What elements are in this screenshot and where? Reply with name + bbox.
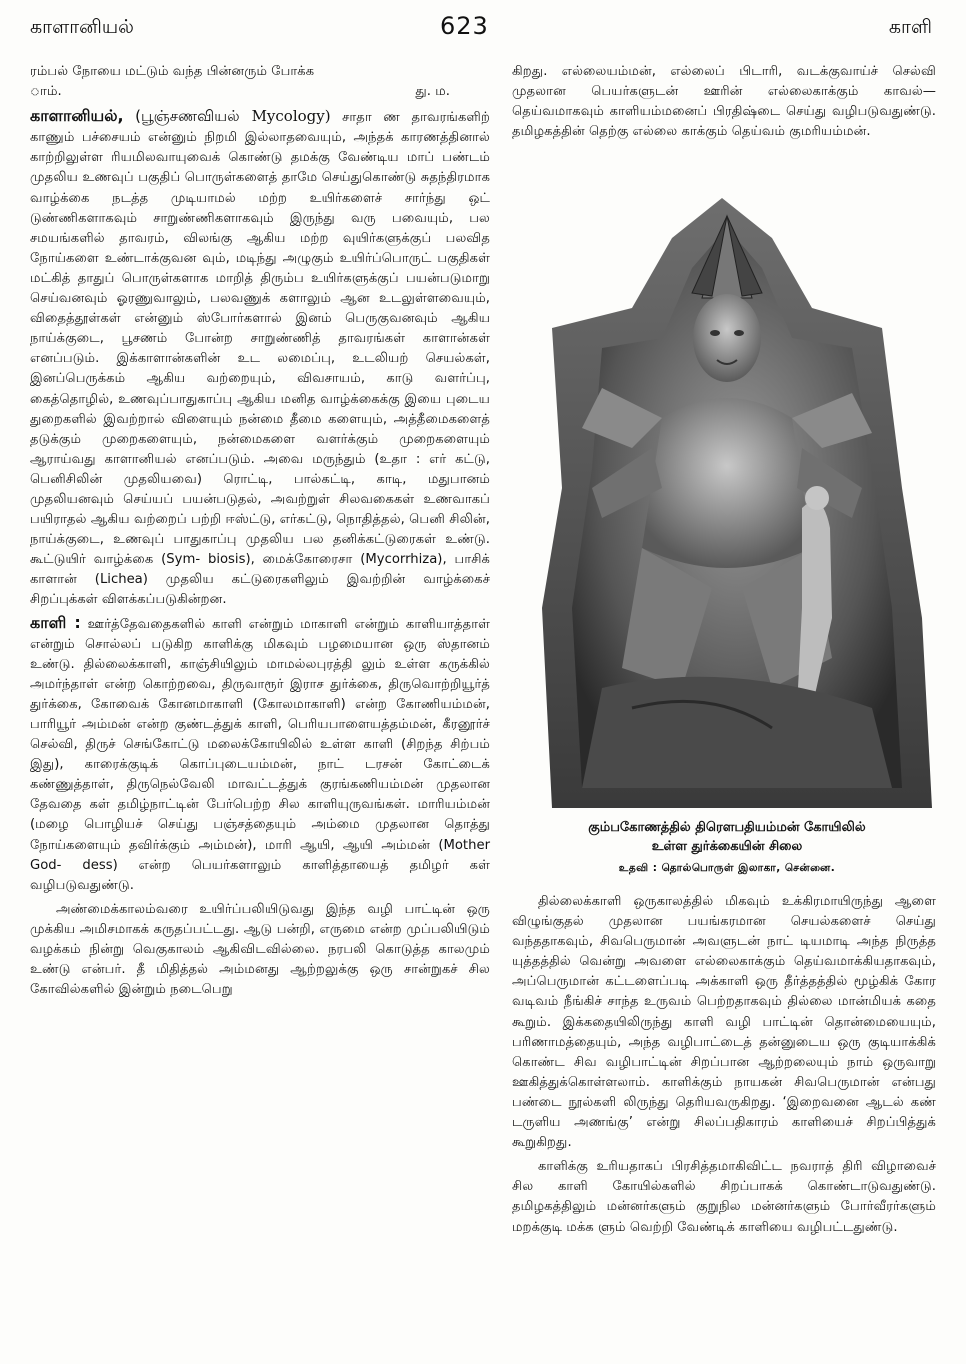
figure-photo <box>512 188 942 808</box>
durga-sculpture-icon <box>512 188 942 808</box>
caption-credit: உதவி : தொல்பொருள் இலாகா, சென்னை. <box>618 862 836 874</box>
right-paragraph-2: காளிக்கு உரியதாகப் பிரசித்தமாகிவிட்ட நவராத் திரி விழாவைச் சில காளி கோயில்களில் சிறப்பாகக் கொண்டாடுவதுண்டு. தமிழகத்திலும் மன்னர்களும் குறுநில மன்னர்களும் போர்வீரர்களும் மறக்குடி மக்க ளும் வெற்றி வேண்டிக் காளியை வழிபட்டதுண்டு. <box>512 1159 936 1235</box>
caption-line-1: கும்பகோணத்தில் திரௌபதியம்மன் கோயிலில் <box>588 820 866 835</box>
running-head-left: காளானியல் <box>30 16 134 38</box>
entry-body-mycology: ண தாவரங்களிற் காணும் பச்சையம் என்னும் நிறமி இல்லாதவையும், அந்தக் காரணத்தினால் காற்றிலுள்ள ரியமிலவாயுவைக் கொண்டு தமக்கு வேண்டிய மாப் பண்டம் முதலிய உணவுப் பகுதிப் பொருள்களைத் தாமே செய்துகொண்டு சுதந்திரமாக வாழ்க்கை நடத்த முடியாமல் மற்ற உயிர்களைச் சார்ந்து ஒட் டுண்ணிகளாகவும் சாறுண்ணிகளாகவும் இருந்து வரு பவையும், பல சமயங்களில் தாவரம், விலங்கு ஆகிய மற்ற வுயிர்களுக்குப் பலவித நோய்களை உண்டாக்குவன வும், மடிந்து அழுகும் உயிர்ப்பொருட் பகுதிகள் மட்கித் தாதுப் பொருள்களாக மாறித் திரும்ப உயிர்களுக்குப் பயன்படுமாறு செய்வனவும் ஓரணுவாலும், பலவணுக் களாலும் ஆன உடலுள்ளவையும், விதைத்தூள்கள் என்னும் ஸ்போர்களால் இனம் பெருகுவனவும் ஆகிய நாய்க்குடை, பூசணம் போன்ற சாறுண்ணித் தாவரங்கள் காளான்கள் எனப்படும். இக்காளான்களின் உட லமைப்பு, உடலியற் செயல்கள், இனப்பெருக்கம் ஆகிய வற்றையும், விவசாயம், காடு வளர்ப்பு, கைத்தொழில், உணவுப்பாதுகாப்பு ஆகிய மனித வாழ்க்கைக்கு இயை புடைய துறைகளில் இவற்றால் விளையும் நன்மை தீமை களையும், அத்தீமைகளைத் தடுக்கும் முறைகளையும், நன்மைகளை வளர்க்கும் முறைகளையும் ஆராய்வது காளானியல் எனப்படும். அவை மருந்தும் (உதா : எர் கட்டு, பெனிசிலின் முதலியவை) ரொட்டி, பால்கட்டி, காடி, மதுபானம் முதலியனவும் செய்யப் பயன்படுதல், அவற்றுள் சிலவகைகள் உணவாகப் பயிராதல் ஆகிய வற்றைப் பற்றி ஈஸ்ட்டு, எர்கட்டு, நொதித்தல், பெனி சிலின், நாய்க்குடை, உணவுப் பாதுகாப்பு முதலிய பல தனிக்கட்டுரைகள் உண்டு. கூட்டுயிர் வாழ்க்கை (Sym- biosis), மைக்கோரைசா (Mycorrhiza), பாசிக் காளான் (Lichea) முதலிய கட்டுரைகளிலும் இவற்றின் வாழ்க்கைச் சிறப்புக்கள் விளக்கப்படுகின்றன. <box>30 110 490 608</box>
entry-after-mycology: சாதா <box>330 110 372 126</box>
right-paragraph-1: தில்லைக்காளி ஒருகாலத்தில் மிகவும் உக்கிரமாயிருந்து ஆளை விழுங்குதல் முதலான பயங்கரமான செயல்களைச் செய்து வந்ததாகவும், சிவபெருமான் அவளுடன் நாட் டியமாடி அந்த நிருத்த யுத்தத்தில் வென்று அவளை எல்லைகாக்கும் தெய்வமாக்கியதாகவும், அப்பெருமான் கட்டளைப்படி அக்காளி ஒரு தீர்த்தத்தில் மூழ்கிக் கோர வடிவம் நீங்கிச் சாந்த உருவம் பெற்றதாகவும் தில்லை மான்மியக் கதை கூறும். இக்கதையிலிருந்து காளி வழி பாட்டின் தொன்மையையும், பரிணாமத்தையும், அந்த வழிபாட்டைத் தன்னுடைய ஒரு குடியாக்கிக் கொண்ட சிவ வழிபாட்டின் சிறப்பான ஆற்றலையும் நாம் ஒருவாறு ஊகித்துக்கொள்ளலாம். காளிக்கும் நாயகன் சிவபெருமான் என்பது பண்டை நூல்களி லிருந்து தெரியவருகிறது. ‘இறைவனை ஆடல் கண் டருளிய அணங்கு’ என்று சிலப்பதிகாரம் காளியைச் சிறப்பித்துக் கூறுகிறது. <box>512 894 936 1151</box>
entry-mycology <box>30 106 490 610</box>
entry-title-kali: காளி : <box>30 612 81 632</box>
continued-text-tail: ாம். <box>30 84 62 100</box>
continued-text: ரம்பல் நோயை மட்டும் வந்த பின்னரும் போக்க <box>30 64 315 79</box>
entry-paren-mycology: (பூஞ்சணவியல் <box>135 107 252 126</box>
right-top-text: கிறது. எல்லையம்மன், எல்லைப் பிடாரி, வடக்குவாய்ச் செல்வி முதலான பெயர்களுடன் ஊரின் எல்லைகாக்கும் காவல்—தெய்வமாகவும் காளியம்மனைப் பிரதிஷ்டை செய்து வழிபடுவதுண்டு. தமிழகத்தின் தெற்கு எல்லை காக்கும் தெய்வம் குமரியம்மன். <box>512 64 936 140</box>
entry-title-mycology: காளானியல், <box>30 106 124 126</box>
figure-caption <box>512 818 942 875</box>
page-number: 623 <box>440 12 489 40</box>
entry-kali-para2: அண்மைக்காலம்வரை உயிர்ப்பலியிடுவது இந்த வழி பாட்டின் ஒரு முக்கிய அமிசமாகக் கருதப்பட்டது. ஆடு பன்றி, எருமை என்ற முப்பலியிடும் வழக்கம் நின்று வெகுகாலம் ஆகிவிடவில்லை. நரபலி கொடுத்த காலமும் உண்டு என்பர். தீ மிதித்தல் அம்மனது ஆற்றலுக்கு ஒரு சான்றுகச் சில கோவில்களில் இன்றும் நடைபெறு <box>30 901 490 998</box>
page-header <box>0 0 966 52</box>
right-column-top <box>512 62 936 142</box>
entry-kali <box>30 613 490 896</box>
left-column <box>30 62 490 1000</box>
running-head-right: காளி <box>888 16 932 38</box>
caption-line-2: உள்ள துர்க்கையின் சிலை <box>651 839 803 854</box>
entry-latin-mycology: Mycology) <box>251 107 331 126</box>
entry-body-kali: ஊர்த்தேவதைகளில் காளி என்றும் மாகாளி என்றும் காளியாத்தாள் என்றும் சொல்லப் படுகிற காளிக்கு மிகவும் பழமையான ஒரு ஸ்தானம் உண்டு. தில்லைக்காளி, காஞ்சியிலும் மாமல்லபுரத்தி லும் உள்ள கருக்கில் அமர்ந்தாள் என்ற கொற்றவை, திருவாரூர் இராச துர்க்கை, திருவொற்றியூர்த் துர்க்கை, கோவைக் கோனமாகாளி (கோலமாகாளி) என்ற கோணியம்மன், பாரியூர் அம்மன் என்ற குண்டத்துக் காளி, பெரியபாளையத்தம்மன், கீரனூர்ச் செல்வி, திருச் செங்கோட்டு மலைக்கோயிலில் உள்ள காளி (சிறந்த சிற்பம் இது), காரைக்குடிக் கொப்புடையம்மன், நாட் டரசன் கோட்டைக் கண்ணுத்தாள், திருநெல்வேலி மாவட்டத்துக் குரங்கணியம்மன் முதலான தேவதை கள் தமிழ்நாட்டின் பேர்பெற்ற சில காளியுருவங்கள். மாரியம்மன் (மழை பொழியச் செய்து பஞ்சத்தையும் அம்மை முதலான தொத்து நோய்களையும் தவிர்க்கும் அம்மன்), மாரி ஆயி, ஆயி அம்மன் (Mother God- dess) என்ற பெயர்களாலும் காளித்தாயைத் தமிழர் கள் வழிபடுவதுண்டு. <box>30 616 490 893</box>
right-column-bottom <box>512 892 936 1238</box>
author-signature: து. ம. <box>415 84 450 100</box>
continued-text-end <box>30 82 490 102</box>
